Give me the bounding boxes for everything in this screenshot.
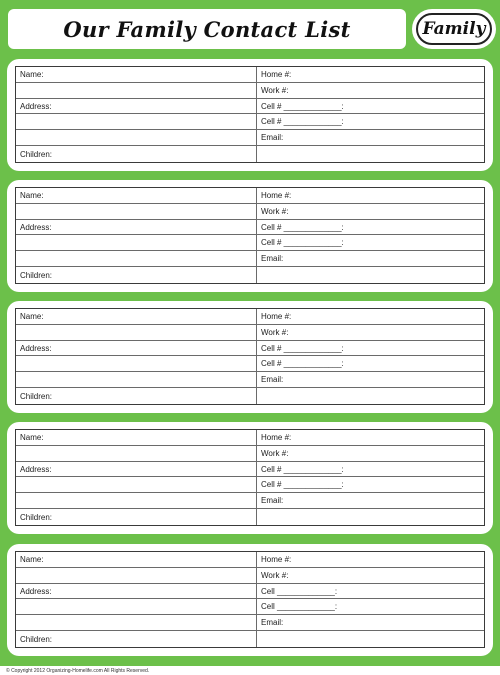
contact-card-3 (7, 301, 493, 413)
name-field-line2[interactable] (16, 446, 257, 462)
page-title: Our Family Contact List (63, 16, 351, 42)
name-field[interactable]: Name: (16, 188, 257, 204)
address-field[interactable]: Address: (16, 584, 257, 600)
cell-phone-field-1[interactable]: Cell # _____________: (257, 462, 484, 478)
family-badge-frame (416, 13, 492, 45)
address-field-line3[interactable] (16, 493, 257, 509)
children-field[interactable]: Children: (16, 267, 257, 283)
address-field[interactable]: Address: (16, 220, 257, 236)
address-field[interactable]: Address: (16, 462, 257, 478)
email-field[interactable]: Email: (257, 493, 484, 509)
address-field-line2[interactable] (16, 599, 257, 615)
home-phone-field[interactable]: Home #: (257, 309, 484, 325)
email-field[interactable]: Email: (257, 130, 484, 146)
name-field[interactable]: Name: (16, 309, 257, 325)
work-phone-field[interactable]: Work #: (257, 325, 484, 341)
children-field[interactable]: Children: (16, 388, 257, 404)
name-field[interactable]: Name: (16, 67, 257, 83)
name-field[interactable]: Name: (16, 430, 257, 446)
work-phone-field[interactable]: Work #: (257, 568, 484, 584)
contact-table (15, 308, 485, 405)
contact-table (15, 66, 485, 163)
children-field[interactable]: Children: (16, 631, 257, 647)
family-badge-label: Family (422, 19, 486, 39)
contact-table (15, 187, 485, 284)
contact-card-2 (7, 180, 493, 292)
address-field-line3[interactable] (16, 372, 257, 388)
work-phone-field[interactable]: Work #: (257, 446, 484, 462)
work-phone-field[interactable]: Work #: (257, 83, 484, 99)
home-phone-field[interactable]: Home #: (257, 430, 484, 446)
work-phone-field[interactable]: Work #: (257, 204, 484, 220)
cell-phone-field-1[interactable]: Cell # _____________: (257, 99, 484, 115)
address-field-line2[interactable] (16, 356, 257, 372)
address-field-line3[interactable] (16, 615, 257, 631)
address-field[interactable]: Address: (16, 341, 257, 357)
blank-field[interactable] (257, 388, 484, 404)
address-field-line3[interactable] (16, 130, 257, 146)
family-badge (412, 9, 496, 49)
cell-phone-field-1[interactable]: Cell _____________: (257, 584, 484, 600)
blank-field[interactable] (257, 146, 484, 162)
title-box (8, 9, 406, 49)
home-phone-field[interactable]: Home #: (257, 67, 484, 83)
name-field[interactable]: Name: (16, 552, 257, 568)
name-field-line2[interactable] (16, 83, 257, 99)
blank-field[interactable] (257, 509, 484, 525)
blank-field[interactable] (257, 267, 484, 283)
home-phone-field[interactable]: Home #: (257, 188, 484, 204)
cell-phone-field-1[interactable]: Cell # _____________: (257, 341, 484, 357)
cell-phone-field-2[interactable]: Cell _____________: (257, 599, 484, 615)
email-field[interactable]: Email: (257, 615, 484, 631)
contact-card-5 (7, 544, 493, 656)
home-phone-field[interactable]: Home #: (257, 552, 484, 568)
children-field[interactable]: Children: (16, 509, 257, 525)
contact-card-4 (7, 422, 493, 534)
copyright-footer: © Copyright 2012 Organizing-Homelife.com All Rights Reserved. (6, 668, 150, 674)
children-field[interactable]: Children: (16, 146, 257, 162)
contact-table (15, 429, 485, 526)
cell-phone-field-2[interactable]: Cell # _____________: (257, 235, 484, 251)
address-field[interactable]: Address: (16, 99, 257, 115)
cell-phone-field-2[interactable]: Cell # _____________: (257, 356, 484, 372)
contact-table (15, 551, 485, 648)
contact-card-1 (7, 59, 493, 171)
email-field[interactable]: Email: (257, 251, 484, 267)
cell-phone-field-2[interactable]: Cell # _____________: (257, 477, 484, 493)
address-field-line2[interactable] (16, 235, 257, 251)
address-field-line2[interactable] (16, 114, 257, 130)
cell-phone-field-2[interactable]: Cell # _____________: (257, 114, 484, 130)
blank-field[interactable] (257, 631, 484, 647)
name-field-line2[interactable] (16, 204, 257, 220)
address-field-line2[interactable] (16, 477, 257, 493)
name-field-line2[interactable] (16, 325, 257, 341)
cell-phone-field-1[interactable]: Cell # _____________: (257, 220, 484, 236)
email-field[interactable]: Email: (257, 372, 484, 388)
address-field-line3[interactable] (16, 251, 257, 267)
name-field-line2[interactable] (16, 568, 257, 584)
